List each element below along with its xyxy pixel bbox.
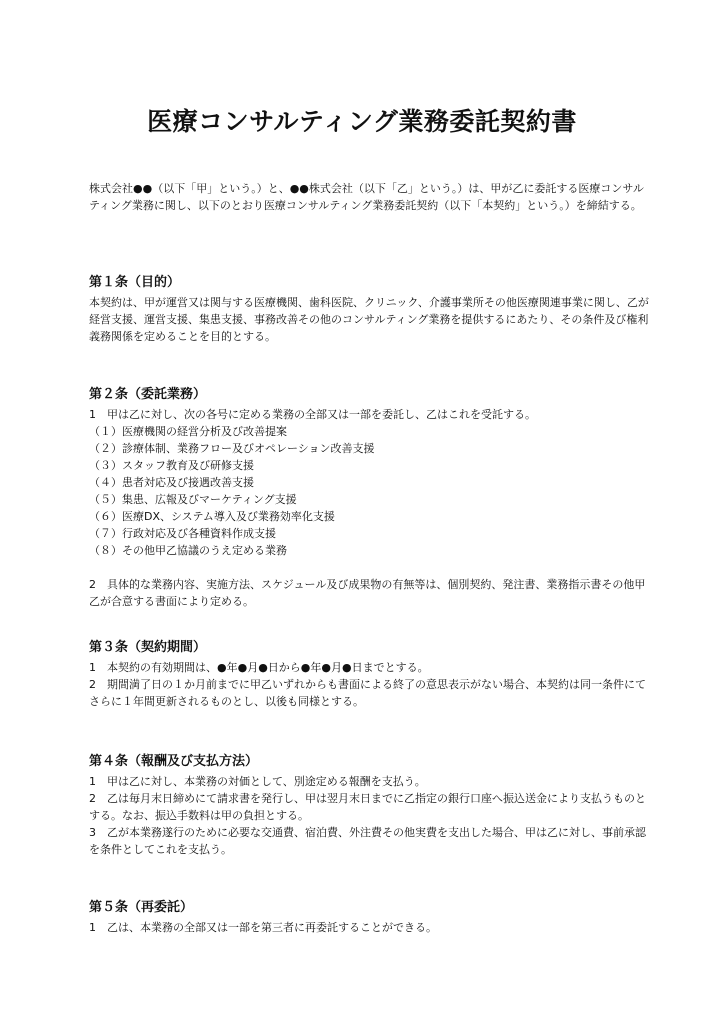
business-item-list: [89, 423, 649, 559]
article-paragraph: 1 乙は、本業務の全部又は一部を第三者に再委託することができる。: [89, 921, 437, 934]
article-paragraph: 1 本契約の有効期間は、●年●月●日から●年●月●日までとする。: [89, 661, 429, 674]
article-3: [89, 638, 649, 710]
article-paragraph: 1 甲は乙に対し、次の各号に定める業務の全部又は一部を委託し、乙はこれを受託する。: [89, 408, 536, 421]
article-4: [89, 752, 649, 858]
article-heading: 第３条（契約期間）: [89, 640, 207, 655]
article-heading: 第１条（目的）: [89, 275, 181, 290]
list-item: （１）医療機関の経営分析及び改善提案: [89, 425, 287, 438]
article-paragraph: 3 乙が本業務遂行のために必要な交通費、宿泊費、外注費その他実費を支出した場合、甲は乙に対し、事前承認を条件としてこれを支払う。: [89, 826, 646, 856]
article-paragraph: 2 期間満了日の１か月前までに甲乙いずれからも書面による終了の意思表示がない場合、本契約は同一条件にてさらに１年間更新されるものとし、以後も同様とする。: [89, 678, 646, 708]
article-heading: 第５条（再委託）: [89, 900, 194, 915]
intro-paragraph: 株式会社●●（以下「甲」という。）と、●●株式会社（以下「乙」という。）は、甲が乙に委託する医療コンサルティング業務に関し、以下のとおり医療コンサルティング業務委託契約（以下「本契約」という。）を締結する。: [89, 182, 644, 212]
article-paragraph: 2 具体的な業務内容、実施方法、スケジュール及び成果物の有無等は、個別契約、発注書、業務指示書その他甲乙が合意する書面により定める。: [89, 578, 646, 608]
article-heading: 第４条（報酬及び支払方法）: [89, 754, 259, 769]
article-1: [89, 273, 649, 345]
article-paragraph: 本契約は、甲が運営又は関与する医療機関、歯科医院、クリニック、介護事業所その他医療関連事業に関し、乙が経営支援、運営支援、集患支援、事務改善その他のコンサルティング業務を提供するにあたり、その条件及び権利義務関係を定めることを目的とする。: [89, 296, 649, 343]
article-paragraph: 1 甲は乙に対し、本業務の対価として、別途定める報酬を支払う。: [89, 775, 426, 788]
list-item: （４）患者対応及び接遇改善支援: [89, 476, 254, 489]
list-item: （８）その他甲乙協議のうえ定める業務: [89, 544, 287, 557]
article-2: [89, 385, 649, 610]
article-5: [89, 898, 649, 936]
list-item: （５）集患、広報及びマーケティング支援: [89, 493, 297, 506]
article-paragraph: 2 乙は毎月末日締めにて請求書を発行し、甲は翌月末日までに乙指定の銀行口座へ振込送金により支払うものとする。なお、振込手数料は甲の負担とする。: [89, 792, 646, 822]
list-item: （７）行政対応及び各種資料作成支援: [89, 527, 276, 540]
article-heading: 第２条（委託業務）: [89, 387, 207, 402]
paragraph-gap: [89, 559, 649, 576]
list-item: （３）スタッフ教育及び研修支援: [89, 459, 254, 472]
document-title: 医療コンサルティング業務委託契約書: [147, 107, 577, 136]
list-item: （２）診療体制、業務フロー及びオペレーション改善支援: [89, 442, 375, 455]
list-item: （６）医療DX、システム導入及び業務効率化支援: [89, 510, 335, 523]
intro-section: [89, 180, 649, 214]
